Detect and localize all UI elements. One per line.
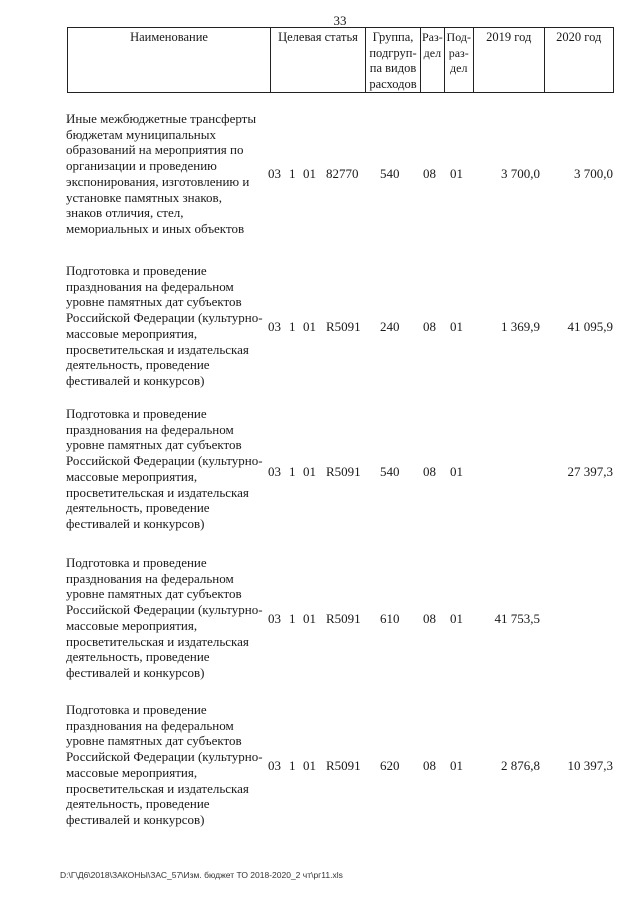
subsection: 01 [450,464,463,479]
name-line: уровне памятных дат субъектов [66,294,242,310]
subsection: 01 [450,166,463,181]
name-line: Подготовка и проведение [66,263,207,278]
name-line: празднования на федеральном [66,421,234,437]
amount-2019: 1 369,9 [501,319,540,334]
code-event: 01 [303,464,316,479]
code-program: 03 [268,166,281,181]
name-line: Иные межбюджетные трансферты [66,111,257,126]
name-line: фестивалей и конкурсов) [66,372,205,388]
name-line: массовые мероприятия, [66,764,198,780]
amount-2020: 10 397,3 [567,758,613,773]
header-year-2020: 2020 год [544,28,613,93]
amount-2020: 27 397,3 [567,464,613,479]
amount-2020: 3 700,0 [574,166,613,181]
expense-group: 540 [380,166,400,181]
code-subprogram: 1 [289,611,296,626]
code-subprogram: 1 [289,464,296,479]
section: 08 [423,464,436,479]
name-line: деятельность, проведение [66,357,210,373]
name-line: знаков отличия, стел, [66,205,184,221]
code-event: 01 [303,611,316,626]
row-name [66,263,266,389]
header-group-line: па видов [369,61,417,75]
section: 08 [423,166,436,181]
subsection: 01 [450,758,463,773]
header-group-line: подгруп- [369,45,417,60]
name-line: празднования на федеральном [66,717,234,733]
code-event: 01 [303,758,316,773]
name-line: Российской Федерации (культурно- [66,602,263,618]
amount-2019: 41 753,5 [494,611,540,626]
header-name: Наименование [68,28,271,93]
name-line: просветительская и издательская [66,780,249,796]
amount-2019: 3 700,0 [501,166,540,181]
amount-2019: 2 876,8 [501,758,540,773]
subsection: 01 [450,611,463,626]
header-subsection-line: раз- [448,45,469,60]
header-section-line: дел [423,45,442,60]
header-subsection-line: дел [450,61,468,75]
section: 08 [423,611,436,626]
name-line: Российской Федерации (культурно- [66,310,263,326]
name-line: Российской Федерации (культурно- [66,453,263,469]
section: 08 [423,319,436,334]
header-group-line: расходов [369,76,417,91]
code-program: 03 [268,611,281,626]
row-name [66,406,266,532]
name-line: Подготовка и проведение [66,702,207,717]
header-target-article: Целевая статья [271,28,366,93]
name-line: фестивалей и конкурсов) [66,515,205,531]
name-line: просветительская и издательская [66,484,249,500]
code-direction: 82770 [326,166,359,181]
name-line: массовые мероприятия, [66,617,198,633]
code-direction: R5091 [326,758,361,773]
code-subprogram: 1 [289,319,296,334]
code-direction: R5091 [326,319,361,334]
name-line: установке памятных знаков, [66,189,222,205]
name-line: фестивалей и конкурсов) [66,664,205,680]
expense-group: 240 [380,319,400,334]
name-line: Подготовка и проведение [66,555,207,570]
header-section-line: Раз- [422,30,443,44]
header-section [421,28,445,93]
file-path-footer: D:\Г\Д6\2018\ЗАКОНЫ\ЗАС_57\Изм. бюджет ТО 2018-2020_2 чт\рг11.xls [60,870,343,880]
name-line: Подготовка и проведение [66,406,207,421]
name-line: празднования на федеральном [66,278,234,294]
code-direction: R5091 [326,611,361,626]
code-subprogram: 1 [289,166,296,181]
name-line: фестивалей и конкурсов) [66,811,205,827]
name-line: просветительская и издательская [66,633,249,649]
code-program: 03 [268,464,281,479]
table-header [67,27,614,93]
name-line: бюджетам муниципальных [66,126,216,142]
code-program: 03 [268,319,281,334]
section: 08 [423,758,436,773]
expense-group: 610 [380,611,400,626]
name-line: мемориальных и иных объектов [66,220,245,236]
name-line: образований на мероприятия по [66,142,244,158]
name-line: уровне памятных дат субъектов [66,437,242,453]
name-line: организации и проведению [66,158,217,174]
name-line: массовые мероприятия, [66,468,198,484]
name-line: экспонирования, изготовлению и [66,173,250,189]
name-line: Российской Федерации (культурно- [66,749,263,765]
name-line: деятельность, проведение [66,796,210,812]
page-number: 33 [333,13,347,28]
name-line: деятельность, проведение [66,649,210,665]
name-line: уровне памятных дат субъектов [66,586,242,602]
header-expense-group [366,28,421,93]
code-event: 01 [303,166,316,181]
code-subprogram: 1 [289,758,296,773]
header-subsection-line: Под- [446,30,471,44]
row-name [66,111,266,237]
name-line: уровне памятных дат субъектов [66,733,242,749]
name-line: просветительская и издательская [66,341,249,357]
subsection: 01 [450,319,463,334]
name-line: празднования на федеральном [66,570,234,586]
code-program: 03 [268,758,281,773]
code-direction: R5091 [326,464,361,479]
header-subsection [444,28,473,93]
expense-group: 540 [380,464,400,479]
row-name [66,555,266,681]
code-event: 01 [303,319,316,334]
header-year-2019: 2019 год [473,28,544,93]
header-group-line: Группа, [372,30,414,44]
name-line: деятельность, проведение [66,500,210,516]
name-line: массовые мероприятия, [66,325,198,341]
expense-group: 620 [380,758,400,773]
row-name [66,702,266,828]
amount-2020: 41 095,9 [567,319,613,334]
